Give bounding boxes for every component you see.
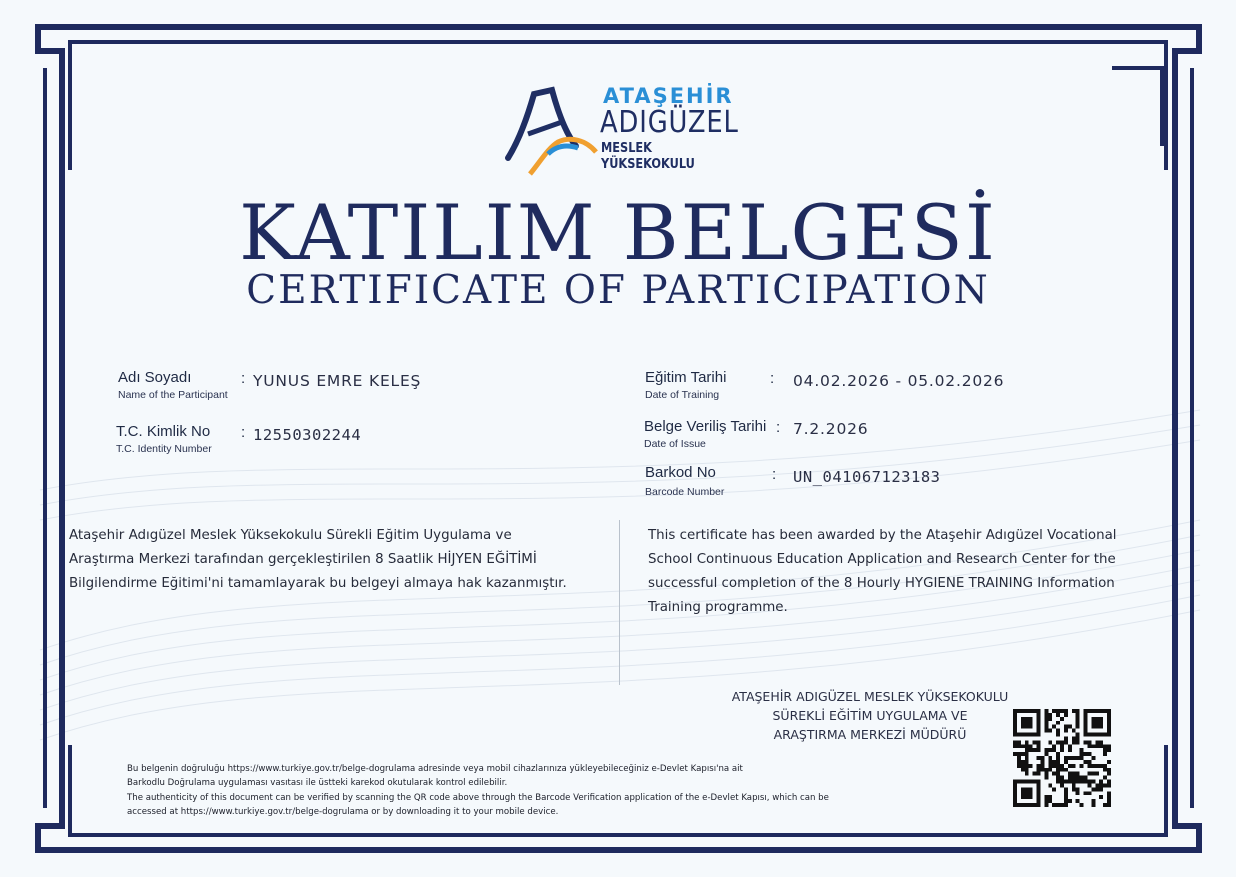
issue-date-colon: :: [776, 419, 781, 436]
name-label: Adı Soyadı: [118, 369, 192, 386]
barcode-value: UN_041067123183: [793, 468, 941, 486]
barcode-colon: :: [772, 466, 777, 483]
body-divider: [619, 520, 620, 685]
signature-line: ATAŞEHİR ADIGÜZEL MESLEK YÜKSEKOKULU: [731, 689, 1009, 704]
tc-colon: :: [241, 424, 246, 441]
logo-line-meslek: MESLEK YÜKSEKOKULU: [601, 140, 695, 172]
tc-value: 12550302244: [253, 426, 362, 444]
title-english: CERTIFICATE OF PARTICIPATION: [246, 268, 990, 313]
training-date-colon: :: [770, 370, 775, 387]
signature-line: SÜREKLİ EĞİTİM UYGULAMA VE: [772, 708, 968, 723]
tc-label: T.C. Kimlik No: [116, 423, 211, 440]
logo-line-ataşehir: ATAŞEHİR: [603, 84, 734, 108]
school-logo: [500, 82, 740, 182]
footer-line: Bu belgenin doğruluğu https://www.turkiye.gov.tr/belge-dogrulama adresinde veya mobil cihazlarınıza yükleyebileceğiniz e-Devlet Kapısı'na ait: [127, 764, 743, 774]
body-en-line: successful completion of the 8 Hourly HYGIENE TRAINING Information: [648, 576, 1115, 591]
logo-line-adiguzel: ADIGÜZEL: [600, 105, 739, 140]
tc-sublabel: T.C. Identity Number: [116, 443, 212, 455]
barcode-label: Barkod No: [645, 464, 716, 481]
body-tr-line: Bilgilendirme Eğitimi'ni tamamlayarak bu belgeyi almaya hak kazanmıştır.: [69, 576, 567, 591]
qr-code-icon: [1013, 709, 1111, 807]
signature-block: [700, 687, 1040, 744]
name-sublabel: Name of the Participant: [118, 389, 228, 401]
body-en-line: Training programme.: [648, 600, 788, 615]
body-text-turkish: [69, 524, 567, 596]
body-en-line: School Continuous Education Application and Research Center for the: [648, 552, 1116, 567]
footer-line: accessed at https://www.turkiye.gov.tr/belge-dogrulama or by downloading it to your mobile device.: [127, 807, 559, 817]
footer-line: The authenticity of this document can be verified by scanning the QR code above through the Barcode Verification application of the e-Devlet Kapısı, which can be: [127, 793, 829, 803]
issue-date-label: Belge Veriliş Tarihi: [644, 418, 767, 435]
footer-line: Barkodlu Doğrulama uygulaması vasıtası ile üstteki karekod okutularak kontrol edilebilir.: [127, 778, 508, 788]
body-tr-line: Araştırma Merkezi tarafından gerçekleştirilen 8 Saatlik HİJYEN EĞİTİMİ: [69, 552, 537, 567]
body-tr-line: Ataşehir Adıgüzel Meslek Yüksekokulu Sürekli Eğitim Uygulama ve: [69, 528, 512, 543]
training-date-sublabel: Date of Training: [645, 389, 720, 401]
body-en-line: This certificate has been awarded by the Ataşehir Adıgüzel Vocational: [648, 528, 1117, 543]
logo-mark-icon: [500, 82, 600, 182]
issue-date-sublabel: Date of Issue: [644, 438, 706, 450]
training-date-value: 04.02.2026 - 05.02.2026: [793, 372, 1005, 390]
title-turkish: KATILIM BELGESİ: [239, 188, 997, 277]
barcode-sublabel: Barcode Number: [645, 486, 725, 498]
name-colon: :: [241, 370, 246, 387]
body-text-english: [648, 524, 1117, 620]
name-value: YUNUS EMRE KELEŞ: [253, 372, 422, 390]
issue-date-value: 7.2.2026: [793, 420, 869, 438]
training-date-label: Eğitim Tarihi: [645, 369, 727, 386]
signature-line: ARAŞTIRMA MERKEZİ MÜDÜRÜ: [773, 727, 967, 742]
